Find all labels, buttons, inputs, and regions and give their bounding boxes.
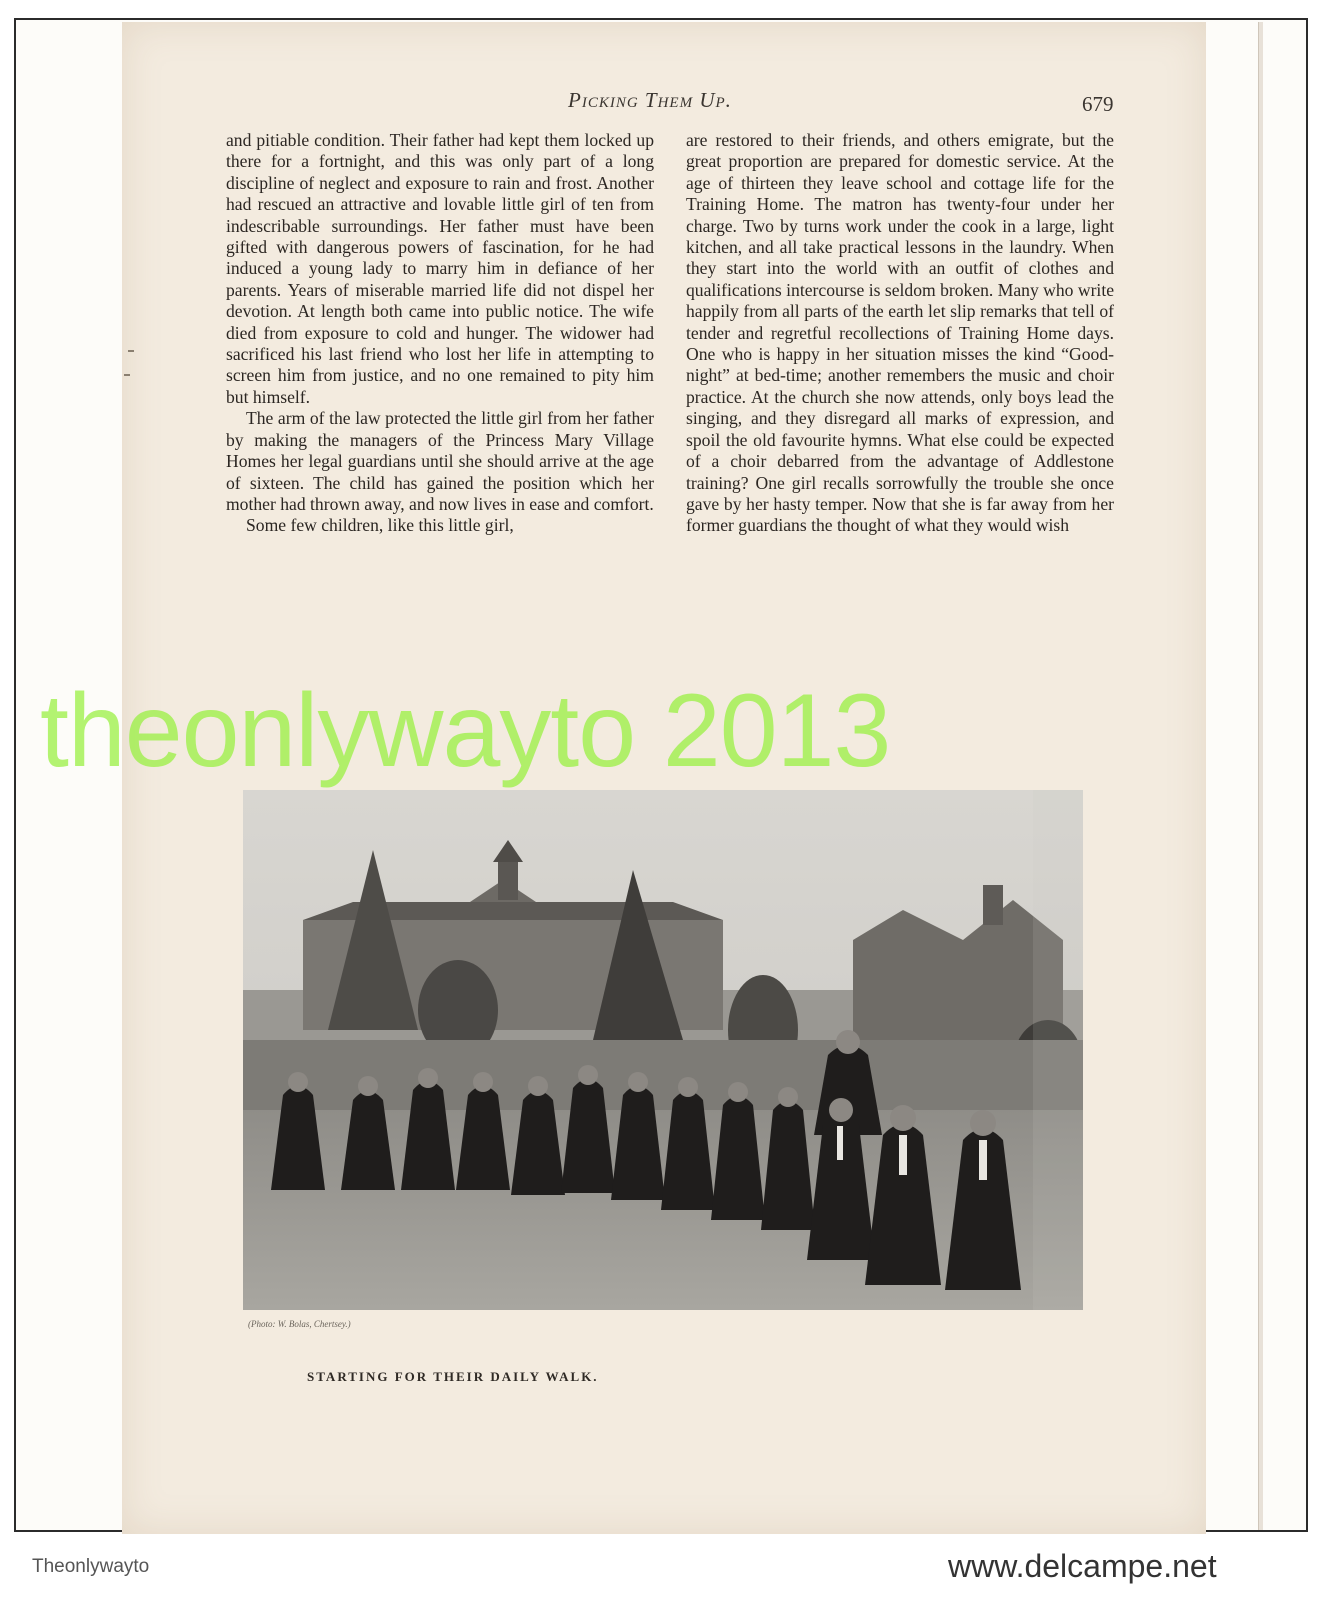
right-text-column — [686, 130, 1114, 537]
photo-credit: (Photo: W. Bolas, Chertsey.) — [248, 1319, 351, 1329]
margin-mark — [124, 374, 130, 376]
photo-caption: STARTING FOR THEIR DAILY WALK. — [307, 1369, 599, 1384]
margin-mark — [128, 350, 134, 352]
running-title: Picking Them Up. — [568, 88, 732, 112]
seller-name: Theonlywayto — [32, 1556, 150, 1577]
children-walk-photograph — [243, 790, 1083, 1310]
watermark: theonlywayto 2013 — [40, 673, 891, 789]
left-text-column — [226, 130, 654, 537]
paragraph: Some few children, like this little girl, — [246, 515, 514, 536]
paragraph: are restored to their friends, and others emigrate, but the great proportion are prepared for domestic service. At the age of thirteen they leave school and cottage life for the Training Home. The matron has twenty-four under her charge. Two by turns work under the cook in a large, light kitchen, and all take practical lessons in the laundry. When they start into the world with an outfit of clothes and qualifications intercourse is seldom broken. Many who write happily from all parts of the earth let slip remarks that tell of tender and regretful recollections of Training Home days. One who is happy in her situation misses the kind “Good-night” at bed-time; another remembers the music and choir practice. At the church she now attends, only boys lead the singing, and they disregard all marks of expression, and spoil the old favourite hymns. What else could be expected of a choir debarred from the advantage of Addlestone training? One girl recalls sorrowfully the trouble she once gave by her hasty temper. Now that she is far away from her former guardians the thought of what they would wish — [686, 130, 1115, 536]
paragraph: The arm of the law protected the little girl from her father by making the managers of the Princess Mary Village Homes her legal guardians until she should arrive at the age of sixteen. The child has gained the position which her mother had thrown away, and now lives in ease and comfort. — [226, 408, 654, 514]
photograph-illustration — [243, 790, 1083, 1310]
site-url: www.delcampe.net — [948, 1548, 1217, 1584]
page-number: 679 — [1082, 92, 1114, 116]
paragraph: and pitiable condition. Their father had kept them locked up there for a fortnight, and this was only part of a long discipline of neglect and exposure to rain and frost. Another had rescued an attractive and lovable little girl of ten from indescribable surroundings. Her father must have been gifted with dangerous powers of fascination, for he had induced a young lady to marry him in defiance of her parents. Years of miserable married life did not dispel her devotion. At length both came into public notice. The wife died from exposure to cold and hunger. The widower had sacrificed his last friend who lost her life in attempting to screen him from justice, and no one remained to pity him but himself. — [226, 130, 654, 407]
